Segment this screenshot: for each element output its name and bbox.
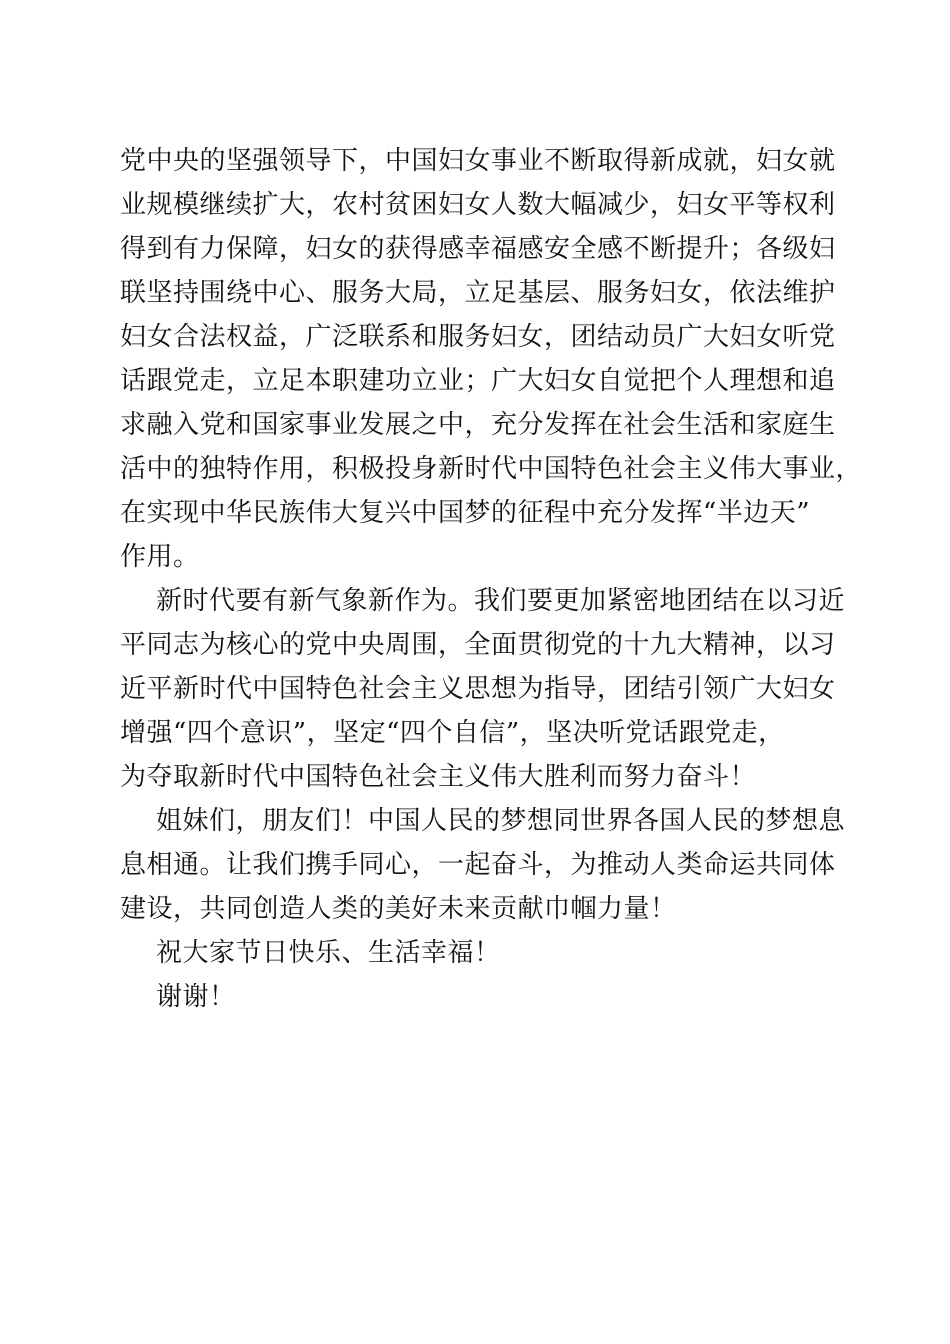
text-line: 祝大家节日快乐、生活幸福！ (156, 938, 501, 968)
text-line: 息相通。让我们携手同心，一起奋斗，为推动人类命运共同体 (120, 850, 836, 880)
text-line: 平同志为核心的党中央周围，全面贯彻党的十九大精神，以习 (120, 630, 836, 660)
text-line: 联坚持围绕中心、服务大局，立足基层、服务妇女，依法维护 (120, 278, 836, 308)
document-body (120, 139, 863, 1019)
text-line: 在实现中华民族伟大复兴中国梦的征程中充分发挥“半边天” (120, 498, 811, 528)
paragraph-3 (120, 799, 846, 931)
paragraph-1 (120, 139, 863, 579)
text-line: 妇女合法权益，广泛联系和服务妇女，团结动员广大妇女听党 (120, 322, 836, 352)
text-line: 党中央的坚强领导下，中国妇女事业不断取得新成就，妇女就 (120, 146, 836, 176)
text-line: 新时代要有新气象新作为。我们要更加紧密地团结在以习近 (156, 586, 846, 616)
text-line: 为夺取新时代中国特色社会主义伟大胜利而努力奋斗！ (120, 762, 757, 792)
text-line: 增强“四个意识”，坚定“四个自信”，坚决听党话跟党走， (120, 718, 785, 748)
paragraph-5 (120, 975, 840, 1019)
text-line: 活中的独特作用，积极投身新时代中国特色社会主义伟大事业， (120, 454, 863, 484)
text-line: 作用。 (120, 542, 200, 572)
text-line: 求融入党和国家事业发展之中，充分发挥在社会生活和家庭生 (120, 410, 836, 440)
text-line: 话跟党走，立足本职建功立业；广大妇女自觉把个人理想和追 (120, 366, 836, 396)
text-line: 近平新时代中国特色社会主义思想为指导，团结引领广大妇女 (120, 674, 836, 704)
paragraph-4 (120, 931, 840, 975)
paragraph-2 (120, 579, 846, 799)
text-line: 谢谢！ (156, 982, 236, 1012)
text-line: 得到有力保障，妇女的获得感幸福感安全感不断提升；各级妇 (120, 234, 836, 264)
text-line: 姐妹们，朋友们！中国人民的梦想同世界各国人民的梦想息 (156, 806, 846, 836)
text-line: 建设，共同创造人类的美好未来贡献巾帼力量！ (120, 894, 677, 924)
text-line: 业规模继续扩大，农村贫困妇女人数大幅减少，妇女平等权利 (120, 190, 836, 220)
